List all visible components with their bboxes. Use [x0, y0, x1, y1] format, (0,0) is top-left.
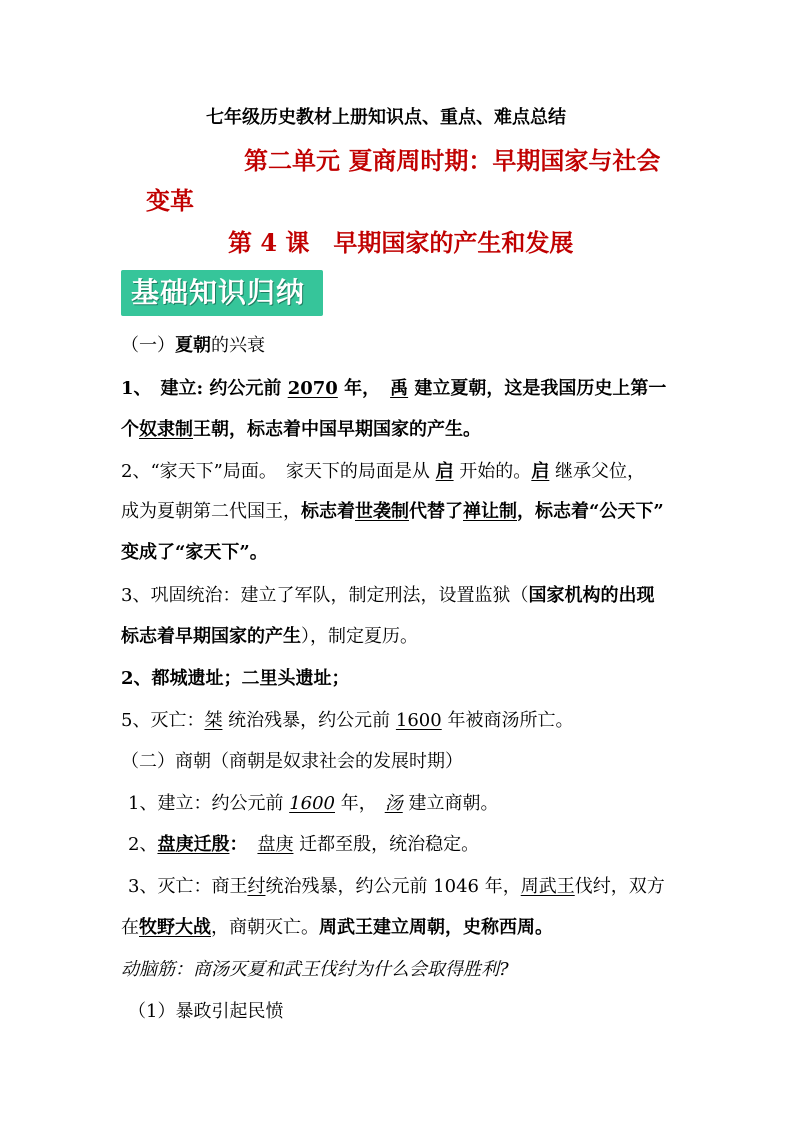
xia-item-3-line1	[121, 584, 654, 608]
text: 开始的。	[453, 461, 532, 482]
text: 年被商汤所亡。	[441, 710, 574, 731]
text: 标志着早期国家的产生	[121, 626, 301, 647]
section-badge-label: 基础知识归纳	[131, 276, 306, 309]
shang-item-3-line1	[128, 875, 665, 899]
muye-battle-term: 牧野大战	[139, 917, 211, 938]
text: 1、 建立: 约公元前	[121, 378, 288, 399]
shang-founding-year: 1600	[289, 793, 335, 814]
answer-point-1: （1）暴政引起民愤	[128, 1001, 284, 1022]
qi-name: 启	[531, 461, 550, 482]
zhou-name: 纣	[247, 876, 266, 897]
abdication-system-term: 禅让制	[463, 501, 517, 522]
lesson-title: 第 4 课 早期国家的产生和发展	[228, 228, 574, 257]
king-wu-name: 周武王	[520, 876, 575, 897]
qi-name: 启	[435, 461, 454, 482]
text: 3、巩固统治：建立了军队，制定刑法，设置监狱（	[121, 585, 529, 606]
text: 2、“家天下”局面。 家天下的局面是从	[121, 461, 436, 482]
text: 建立夏朝，这是我国历史上第一	[408, 378, 667, 399]
text: 王朝，标志着中国早期国家的产生。	[193, 419, 481, 440]
shang-item-1	[128, 792, 498, 816]
xia-fall-year: 1600	[395, 710, 442, 731]
section-heading-shang: （二）商朝（商朝是奴隶社会的发展时期）	[121, 751, 463, 772]
text: 年，	[337, 378, 381, 399]
xia-item-2-line1	[121, 460, 645, 484]
tang-name: 汤	[384, 793, 403, 814]
shang-item-3-line2	[121, 916, 553, 940]
heading-prefix: （一）	[121, 335, 175, 356]
text: 继承父位，	[549, 461, 646, 482]
text: ，标志着“公天下”	[517, 501, 664, 522]
xia-item-5	[121, 709, 573, 733]
xia-item-3-line2	[121, 625, 418, 649]
heading-xia: 夏朝	[175, 335, 211, 356]
text: 统治残暴，约公元前	[222, 710, 396, 731]
hereditary-system-term: 世袭制	[355, 501, 409, 522]
text: 在	[121, 917, 139, 938]
text: 5、灭亡：	[121, 710, 205, 731]
shang-item-2	[128, 833, 479, 857]
slave-system-term: 奴隶制	[139, 419, 193, 440]
text: 周武王建立周朝，史称西周。	[319, 917, 553, 938]
text: 国家机构的出现	[528, 585, 655, 606]
text: ），制定夏历。	[301, 626, 418, 647]
text: 年，	[335, 793, 377, 814]
text: 2、	[128, 834, 158, 855]
heading-suffix: 的兴衰	[211, 335, 265, 356]
xia-item-2-line2	[121, 500, 664, 524]
xia-item-1-line2	[121, 418, 481, 442]
pangeng-move-term: 盘庚迁殷	[157, 834, 230, 855]
document-title: 七年级历史教材上册知识点、重点、难点总结	[206, 107, 566, 128]
text: ，商朝灭亡。	[211, 917, 319, 938]
think-question: 动脑筋：商汤灭夏和武王伐纣为什么会取得胜利?	[121, 959, 509, 980]
section-badge	[121, 270, 323, 316]
section-heading-xia	[121, 334, 265, 358]
text: 统治残暴，约公元前 1046 年，	[265, 876, 521, 897]
text: 建立商朝。	[402, 793, 499, 814]
text: 个	[121, 419, 139, 440]
xia-item-1-line1	[121, 377, 666, 401]
text: 3、灭亡：商王	[128, 876, 248, 897]
unit-title-line2: 变革	[146, 186, 194, 215]
xia-founding-year: 2070	[287, 378, 338, 399]
xia-founder: 禹	[390, 378, 409, 399]
text: ：	[229, 834, 248, 855]
text: 1、建立：约公元前	[128, 793, 290, 814]
jie-name: 桀	[204, 710, 223, 731]
text: 成为夏朝第二代国王，	[121, 501, 301, 522]
text: 迁都至殷，统治稳定。	[293, 834, 480, 855]
pangeng-name: 盘庚	[257, 834, 294, 855]
text: 伐纣，双方	[574, 876, 665, 897]
unit-title-line1: 第二单元 夏商周时期：早期国家与社会	[244, 146, 661, 175]
xia-item-2-line3: 变成了“家天下”。	[121, 542, 268, 563]
xia-item-4: 2、都城遗址；二里头遗址；	[121, 668, 350, 689]
text: 标志着	[301, 501, 355, 522]
text: 代替了	[409, 501, 463, 522]
